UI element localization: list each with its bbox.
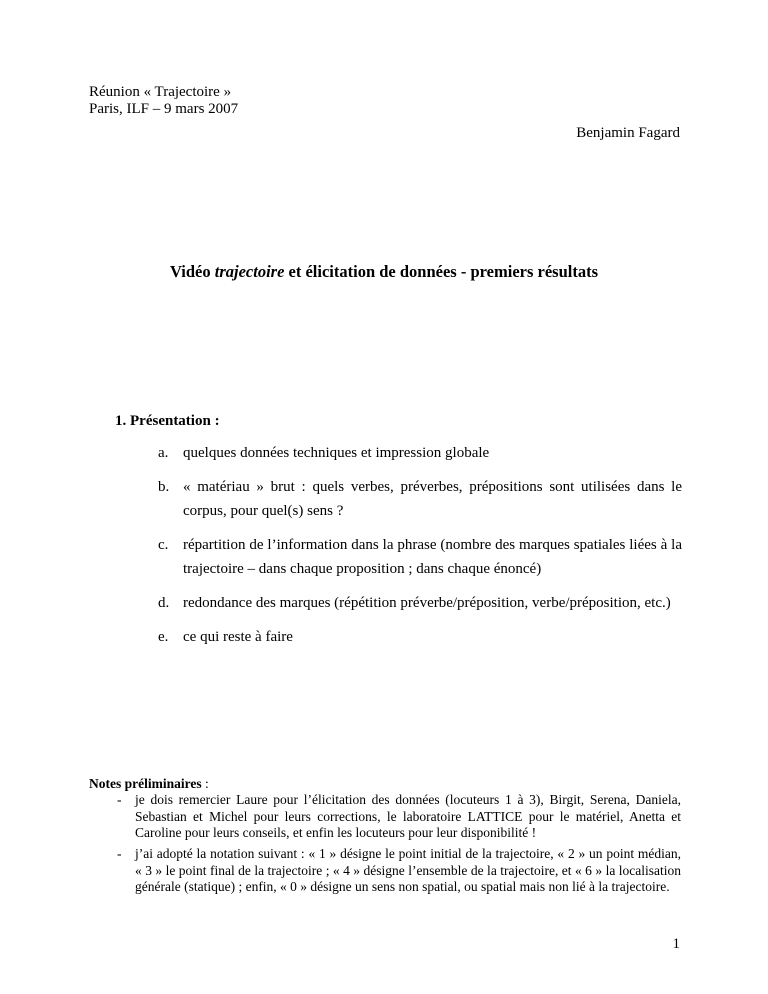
notes-heading [89,776,209,792]
list-item [158,441,682,465]
meeting-place-date: Paris, ILF – 9 mars 2007 [89,101,239,117]
notes-heading-label: Notes préliminaires [89,776,202,791]
list-item-text: répartition de l’information dans la phrase (nombre des marques spatiales liées à la trajectoire – dans chaque proposition ; dans chaque énoncé) [183,537,682,577]
note-text: j’ai adopté la notation suivant : « 1 » désigne le point initial de la trajectoire, « 2 » un point médian, « 3 » le point final de la trajectoire ; « 4 » désigne l’ensemble de la trajectoire, et « 6 » la localisation générale (statique) ; enfin, « 0 » désigne un sens non spatial, ou spatial mais non lié à la trajectoire. [135,846,681,894]
meeting-header [89,84,238,118]
list-item [158,625,682,649]
page-number: 1 [672,936,680,952]
list-item [158,591,682,615]
list-item-text: ce qui reste à faire [183,629,293,645]
list-item-letter: b. [158,479,170,495]
list-item-letter: c. [158,537,169,553]
list-item-letter: e. [158,629,169,645]
list-item-letter: a. [158,445,169,461]
list-item [158,475,682,523]
meeting-title: Réunion « Trajectoire » [89,84,232,100]
notes-heading-colon: : [201,776,209,791]
title-italic: trajectoire [214,262,285,281]
note-item [89,846,681,896]
list-item-letter: d. [158,595,170,611]
note-text: je dois remercier Laure pour l’élicitation des données (locuteurs 1 à 3), Birgit, Serena, Daniela, Sebastian et Michel pour leurs corrections, le laboratoire LATTICE pour le matériel, Anetta et Caroline pour leurs conseils, et enfin les locuteurs pour leur disponibilité ! [135,792,681,840]
author-name: Benjamin Fagard [576,125,680,141]
title-part-2: et élicitation de données - premiers résultats [284,262,599,281]
list-item-text: « matériau » brut : quels verbes, préverbes, prépositions sont utilisées dans le corpus, pour quel(s) sens ? [183,479,682,519]
list-item-text: redondance des marques (répétition préverbe/préposition, verbe/préposition, etc.) [183,595,671,611]
note-dash: - [117,846,122,861]
note-dash: - [117,792,122,807]
title-part-1: Vidéo [169,262,215,281]
note-item [89,792,681,842]
list-item-text: quelques données techniques et impression globale [183,445,490,461]
list-item [158,533,682,581]
section-heading: 1. Présentation : [115,413,220,429]
document-title [0,262,768,282]
section-item-list [158,441,682,659]
